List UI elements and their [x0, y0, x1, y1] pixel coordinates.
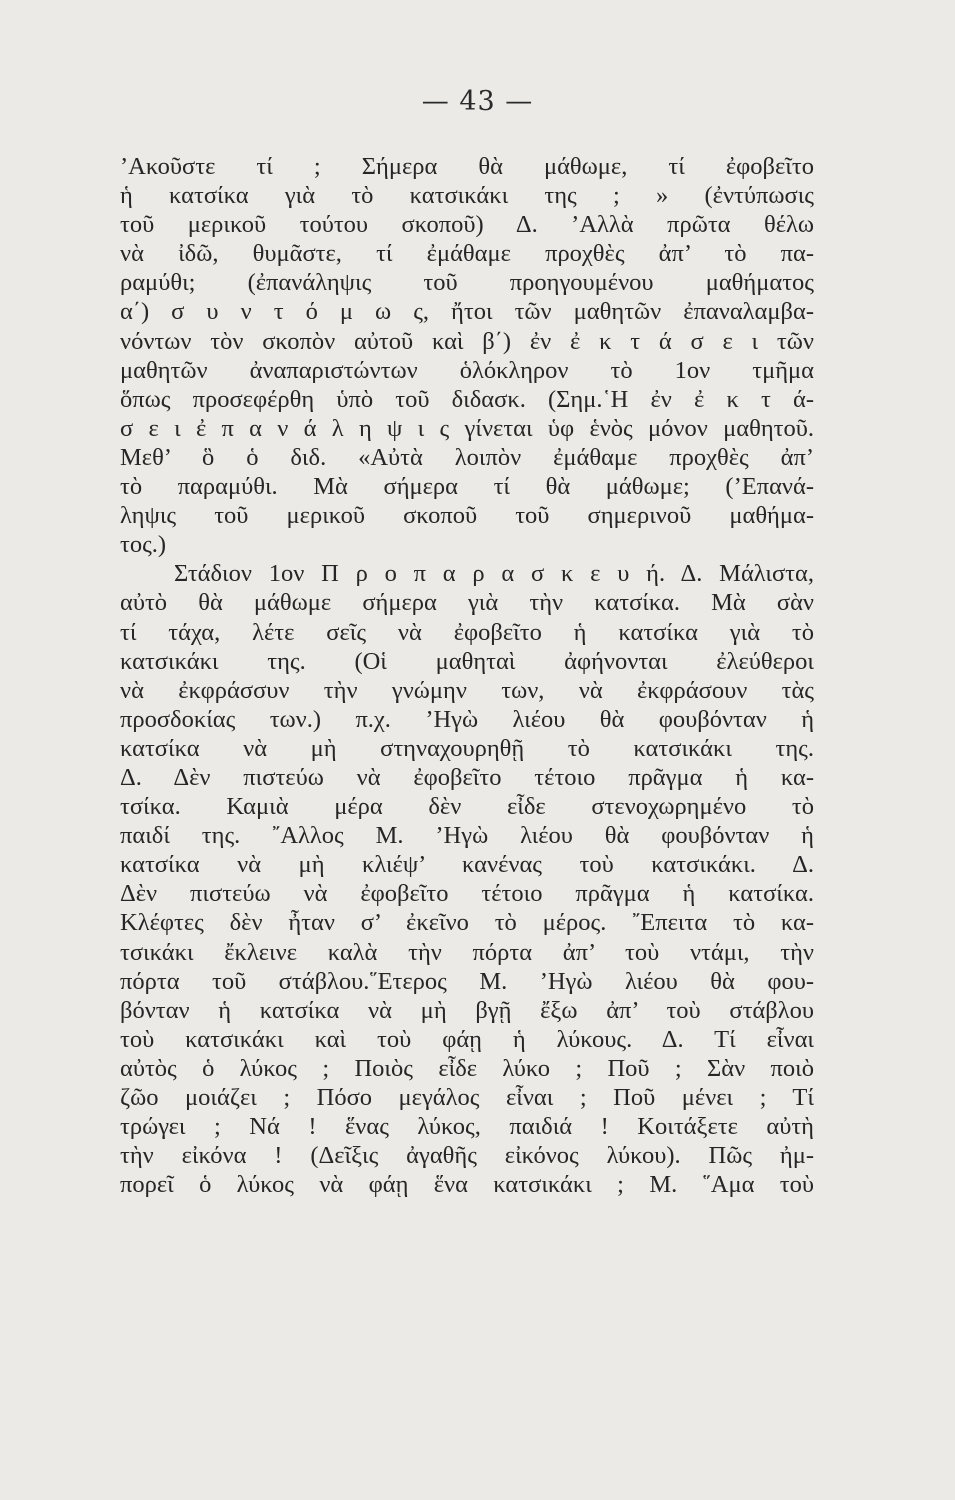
text-line: ’Ακοῦστε τί ; Σήμερα θὰ μάθωμε, τί ἐφοβεῖτο [120, 153, 814, 180]
text-line: μαθητῶν ἀναπαριστώντων ὁλόκληρον τὸ 1ον τμῆμα [120, 356, 814, 384]
text-line: τὸ παραμύθι. Μὰ σήμερα τί θὰ μάθωμε; (’Επανά- [120, 473, 814, 501]
text-line: τοὺ κατσικάκι καὶ τοὺ φάῃ ἡ λύκους. Δ. Τί εἶναι [120, 1025, 814, 1053]
text-line: ληψις τοῦ μερικοῦ σκοποῦ τοῦ σημερινοῦ μαθήμα- [120, 502, 814, 530]
text-line: Μεθ’ ὃ ὁ διδ. «Αὐτὰ λοιπὸν ἐμάθαμε προχθὲς ἀπ’ [120, 443, 814, 471]
text-line: τρώγει ; Νά ! ἕνας λύκος, παιδιά ! Κοιτάξετε αὐτὴ [120, 1113, 814, 1141]
text-line: κατσίκα νὰ μὴ στηναχουρηθῇ τὸ κατσικάκι της. [120, 734, 814, 762]
text-line: ραμύθι; (ἐπανάληψις τοῦ προηγουμένου μαθήματος [120, 269, 814, 297]
text-line: Στάδιον 1ον Π ρ ο π α ρ α σ κ ε υ ή. Δ. Μάλιστα, [174, 560, 814, 588]
text-line: νὰ ἐκφράσσυν τὴν γνώμην των, νὰ ἐκφράσουν τὰς [120, 676, 814, 704]
body-text [120, 152, 814, 1199]
text-line: ἡ κατσίκα γιὰ τὸ κατσικάκι της ; » (ἐντύπωσις [120, 182, 814, 210]
text-line: Κλέφτες δὲν ἦταν σ’ ἐκεῖνο τὸ μέρος. ῎Επειτα τὸ κα- [120, 909, 814, 937]
text-line: βόνταν ἡ κατσίκα νὰ μὴ βγῇ ἔξω ἀπ’ τοὺ στάβλου [120, 996, 814, 1024]
text-line: πόρτα τοῦ στάβλου.῞Ετερος Μ. ’Ηγὼ λιέου θὰ φου- [120, 967, 814, 995]
text-line: κατσίκα νὰ μὴ κλιέψ’ κανένας τοὺ κατσικάκι. Δ. [120, 851, 814, 879]
text-line: τος.) [120, 531, 167, 559]
text-line: τί τάχα, λέτε σεῖς νὰ ἐφοβεῖτο ἡ κατσίκα γιὰ τὸ [120, 618, 814, 646]
text-line: σ ε ι ἐ π α ν ά λ η ψ ι ς γίνεται ὑφ ἑνὸς μόνον μαθητοῦ. [120, 414, 814, 442]
text-line: τσικάκι ἔκλεινε καλὰ τὴν πόρτα ἀπ’ τοὺ ντάμι, τὴν [120, 938, 814, 966]
text-line: Δὲν πιστεύω νὰ ἐφοβεῖτο τέτοιο πρᾶγμα ἡ κατσίκα. [120, 880, 814, 908]
text-line: νόντων τὸν σκοπὸν αὐτοῦ καὶ β΄) ἐν ἐ κ τ ά σ ε ι τῶν [120, 327, 814, 355]
text-line: ζῶο μοιάζει ; Πόσο μεγάλος εἶναι ; Ποῦ μένει ; Τί [120, 1084, 814, 1111]
text-line: νὰ ἰδῶ, θυμᾶστε, τί ἐμάθαμε προχθὲς ἀπ’ τὸ πα- [120, 240, 814, 268]
text-line: τσίκα. Καμιὰ μέρα δὲν εἶδε στενοχωρημένο τὸ [120, 793, 814, 821]
page-number: — 43 — [421, 86, 534, 117]
text-line: ὅπως προσεφέρθη ὑπὸ τοῦ διδασκ. (Σημ.῾Η ἐν ἐ κ τ ά- [120, 385, 814, 413]
text-line: α΄) σ υ ν τ ό μ ω ς, ἤτοι τῶν μαθητῶν ἐπαναλαμβα- [120, 298, 814, 326]
text-line: πορεῖ ὁ λύκος νὰ φάῃ ἕνα κατσικάκι ; Μ. ῞Αμα τοὺ [120, 1171, 814, 1199]
text-line: προσδοκίας των.) π.χ. ’Ηγὼ λιέου θὰ φουβόνταν ἡ [120, 705, 814, 733]
text-line: παιδί της. ῎Αλλος Μ. ’Ηγὼ λιέου θὰ φουβόνταν ἡ [120, 822, 814, 850]
text-line: τὴν εἰκόνα ! (Δεῖξις ἀγαθῆς εἰκόνος λύκου). Πῶς ἠμ- [120, 1142, 814, 1170]
text-line: αὐτὸς ὁ λύκος ; Ποιὸς εἶδε λύκο ; Ποῦ ; Σὰν ποιὸ [120, 1054, 814, 1082]
text-line: Δ. Δὲν πιστεύω νὰ ἐφοβεῖτο τέτοιο πρᾶγμα ἡ κα- [120, 763, 814, 791]
text-line: αὐτὸ θὰ μάθωμε σήμερα γιὰ τὴν κατσίκα. Μὰ σὰν [120, 589, 814, 617]
text-line: τοῦ μερικοῦ τούτου σκοποῦ) Δ. ’Αλλὰ πρῶτα θέλω [120, 211, 814, 239]
text-line: κατσικάκι της. (Οἱ μαθηταὶ ἀφήνονται ἐλεύθεροι [120, 647, 814, 675]
